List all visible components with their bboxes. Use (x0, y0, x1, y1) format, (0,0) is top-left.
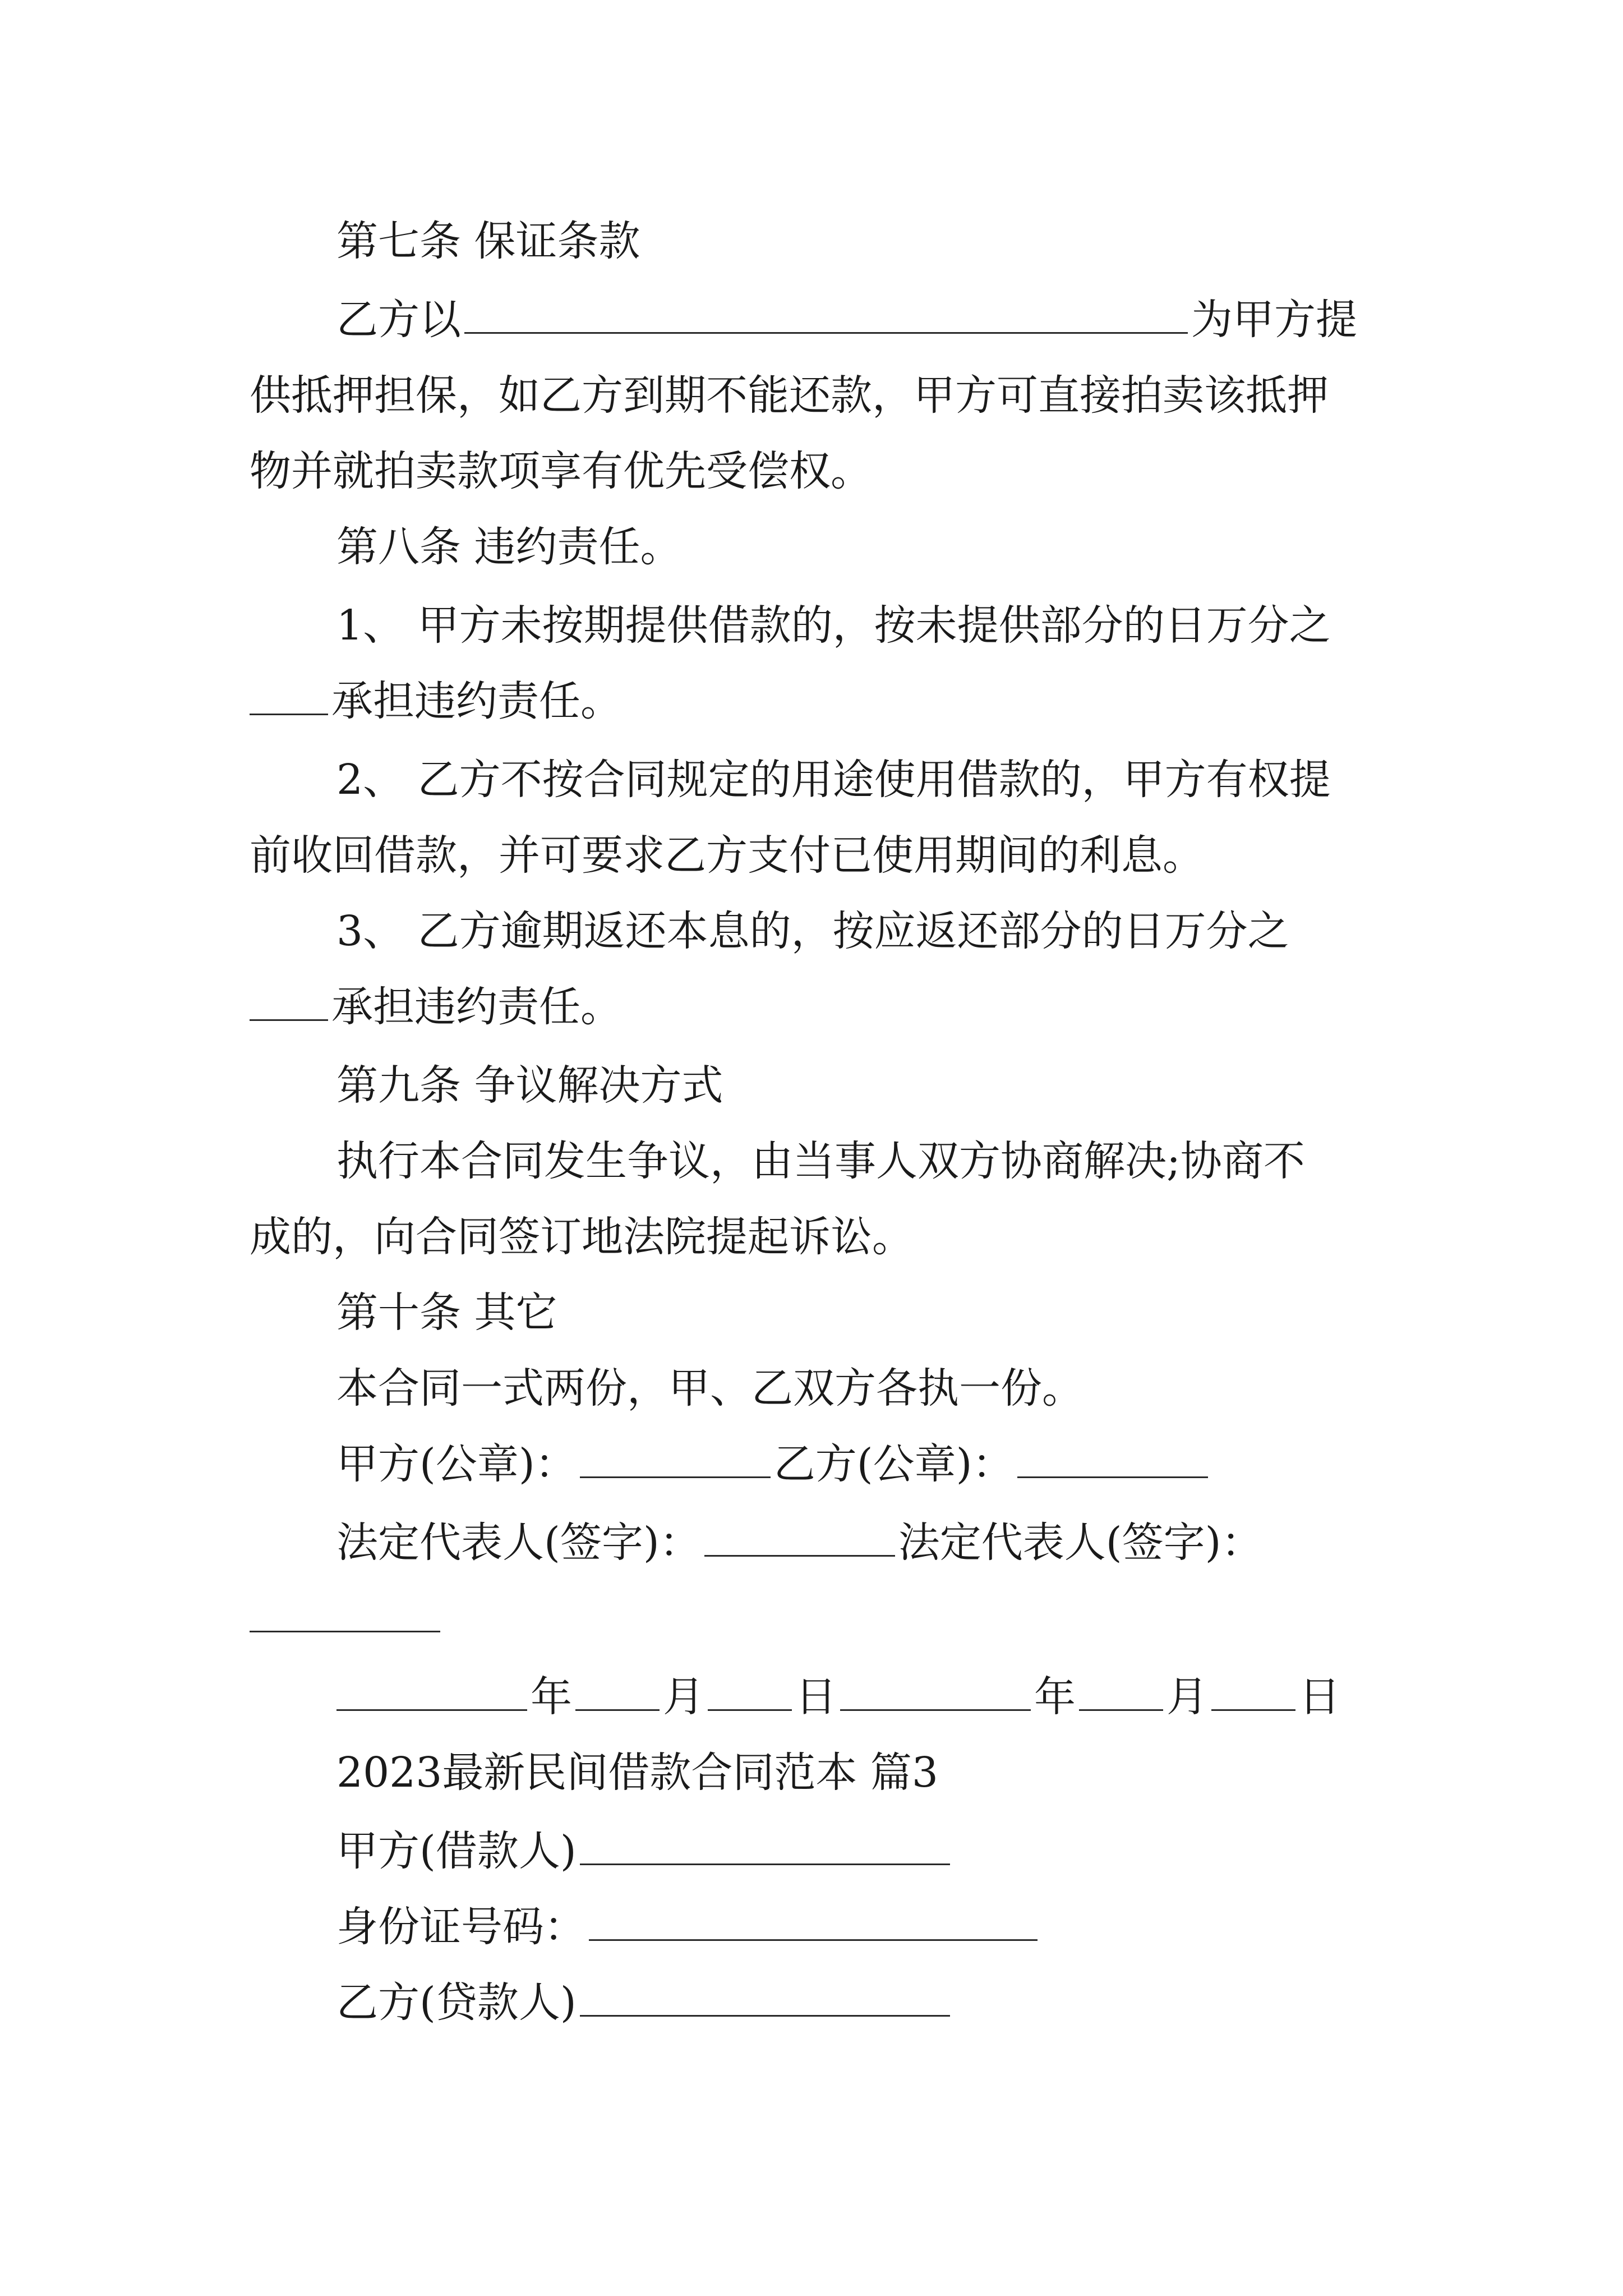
year-blank-b (840, 1704, 1031, 1711)
month-blank-b (1079, 1704, 1163, 1711)
article-10-line-1: 本合同一式两份，甲、乙双方各执一份。 (336, 1364, 1083, 1412)
day-blank-b (1211, 1704, 1295, 1711)
article-8-item-3-line-1: 3、 乙方逾期返还本息的，按应返还部分的日万分之 (336, 907, 1289, 955)
date-line: 年 月 日 年 月 日 (336, 1669, 1340, 1725)
party-b-seal-blank (1017, 1471, 1208, 1478)
representative-line: 法定代表人(签字)： 法定代表人(签字)： (336, 1519, 1263, 1567)
id-number-blank (589, 1934, 1038, 1941)
article-10-heading: 第十条 其它 (336, 1289, 557, 1337)
rate-blank-2 (250, 1014, 328, 1021)
article-9-line-1: 执行本合同发生争议，由当事人双方协商解决;协商不 (336, 1137, 1305, 1185)
rep-b-blank-line (250, 1590, 444, 1646)
year-blank-a (336, 1704, 527, 1711)
article-9-line-2: 成的，向合同签订地法院提起诉讼。 (250, 1213, 914, 1261)
article-8-item-2-line-2: 前收回借款，并可要求乙方支付已使用期间的利息。 (250, 831, 1204, 880)
article-7-line-1: 乙方以 为甲方提 (336, 296, 1357, 344)
article-8-item-1-line-1: 1、 甲方未按期提供借款的，按未提供部分的日万分之 (336, 601, 1331, 650)
seal-line: 甲方(公章)： 乙方(公章)： (336, 1436, 1211, 1492)
next-contract-title: 2023最新民间借款合同范本 篇3 (336, 1749, 938, 1797)
party-a-seal-blank (580, 1471, 771, 1478)
article-7-heading: 第七条 保证条款 (336, 217, 640, 265)
article-7-line-2: 供抵押担保，如乙方到期不能还款，甲方可直接拍卖该抵押 (250, 371, 1329, 420)
id-number-line: 身份证号码： (336, 1899, 1041, 1955)
article-8-item-3-line-2: 承担违约责任。 (250, 979, 622, 1035)
article-7-line-3: 物并就拍卖款项享有优先受偿权。 (250, 447, 872, 495)
lender-line: 乙方(贷款人) (336, 1975, 953, 2031)
article-8-item-1-line-2: 承担违约责任。 (250, 673, 622, 729)
day-blank-a (708, 1704, 792, 1711)
article-8-item-2-line-1: 2、 乙方不按合同规定的用途使用借款的，甲方有权提 (336, 756, 1331, 804)
article-8-heading: 第八条 违约责任。 (336, 523, 682, 571)
rate-blank-1 (250, 708, 328, 715)
borrower-blank (580, 1858, 950, 1865)
article-9-heading: 第九条 争议解决方式 (336, 1061, 723, 1110)
borrower-line: 甲方(借款人) (336, 1823, 953, 1879)
month-blank-a (575, 1704, 660, 1711)
rep-a-blank (704, 1549, 895, 1557)
rep-b-blank (250, 1625, 440, 1632)
lender-blank (580, 2009, 950, 2017)
collateral-blank (464, 326, 1188, 334)
